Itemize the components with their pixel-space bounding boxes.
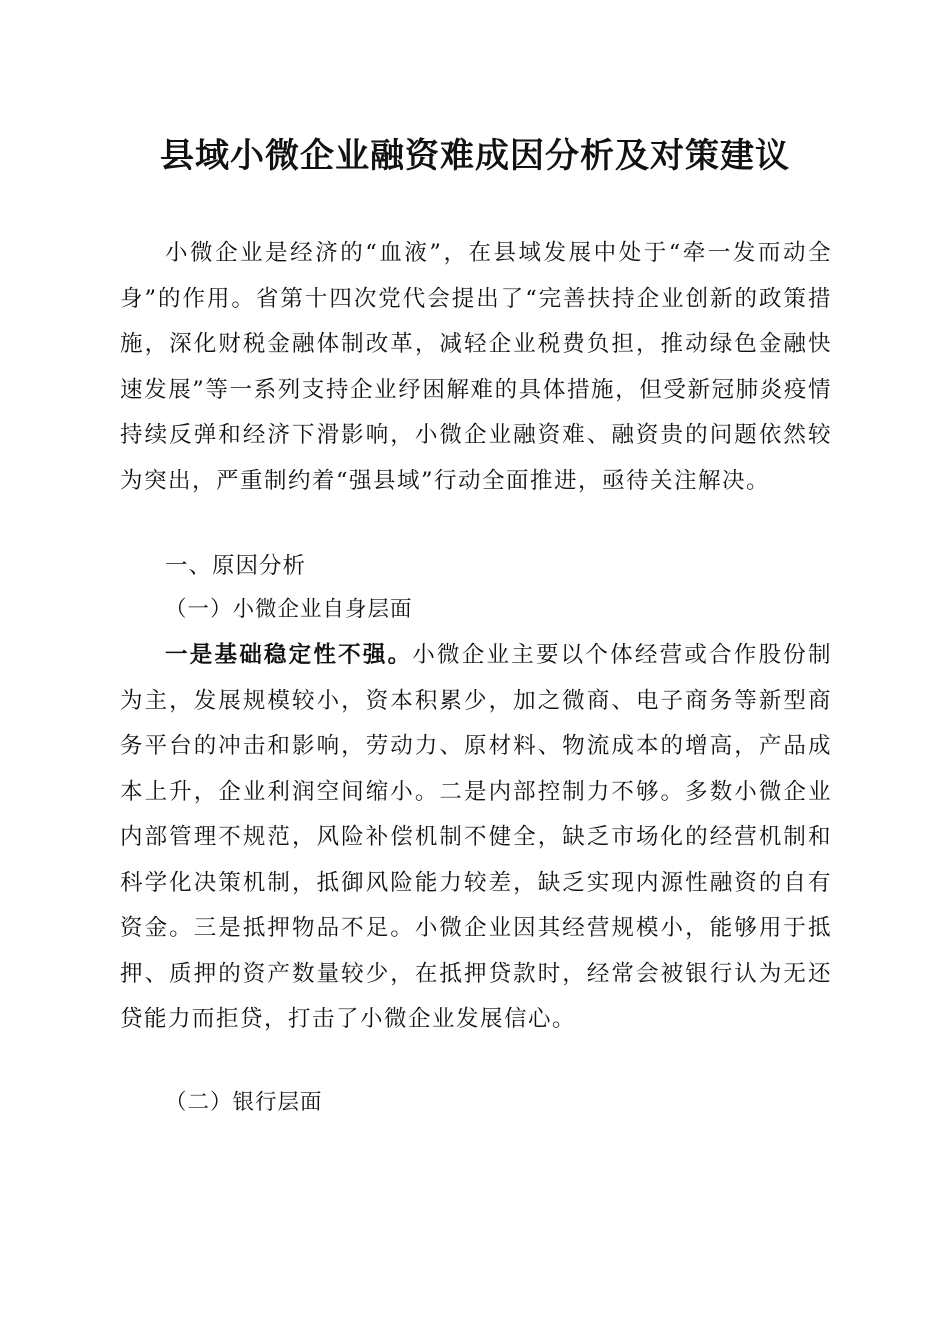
- intro-paragraph: 小微企业是经济的“血液”，在县域发展中处于“牵一发而动全身”的作用。省第十四次党代会提出了“完善扶持企业创新的政策措施，深化财税金融体制改革，减轻企业税费负担，推动绿色金融快速发展”等一系列支持企业纾困解难的具体措施，但受新冠肺炎疫情持续反弹和经济下滑影响，小微企业融资难、融资贵的问题依然较为突出，严重制约着“强县域”行动全面推进，亟待关注解决。: [120, 240, 832, 494]
- section-heading-cause-analysis: 一、原因分析: [165, 553, 307, 579]
- document-title: 县域小微企业融资难成因分析及对策建议: [160, 136, 790, 176]
- paragraph-lead-sentence: 一是基础稳定性不强。: [165, 642, 413, 668]
- subsection-heading-enterprise-level: （一）小微企业自身层面: [165, 597, 413, 622]
- subsection-heading-bank-level: （二）银行层面: [165, 1090, 323, 1115]
- paragraph-body-text: 小微企业主要以个体经营或合作股份制为主，发展规模较小，资本积累少，加之微商、电子商务等新型商务平台的冲击和影响，劳动力、原材料、物流成本的增高，产品成本上升，企业利润空间缩小。二是内部控制力不够。多数小微企业内部管理不规范，风险补偿机制不健全，缺乏市场化的经营机制和科学化决策机制，抵御风险能力较差，缺乏实现内源性融资的自有资金。三是抵押物品不足。小微企业因其经营规模小，能够用于抵押、质押的资产数量较少，在抵押贷款时，经常会被银行认为无还贷能力而拒贷，打击了小微企业发展信心。: [120, 642, 832, 1032]
- enterprise-level-paragraph: [120, 633, 832, 1043]
